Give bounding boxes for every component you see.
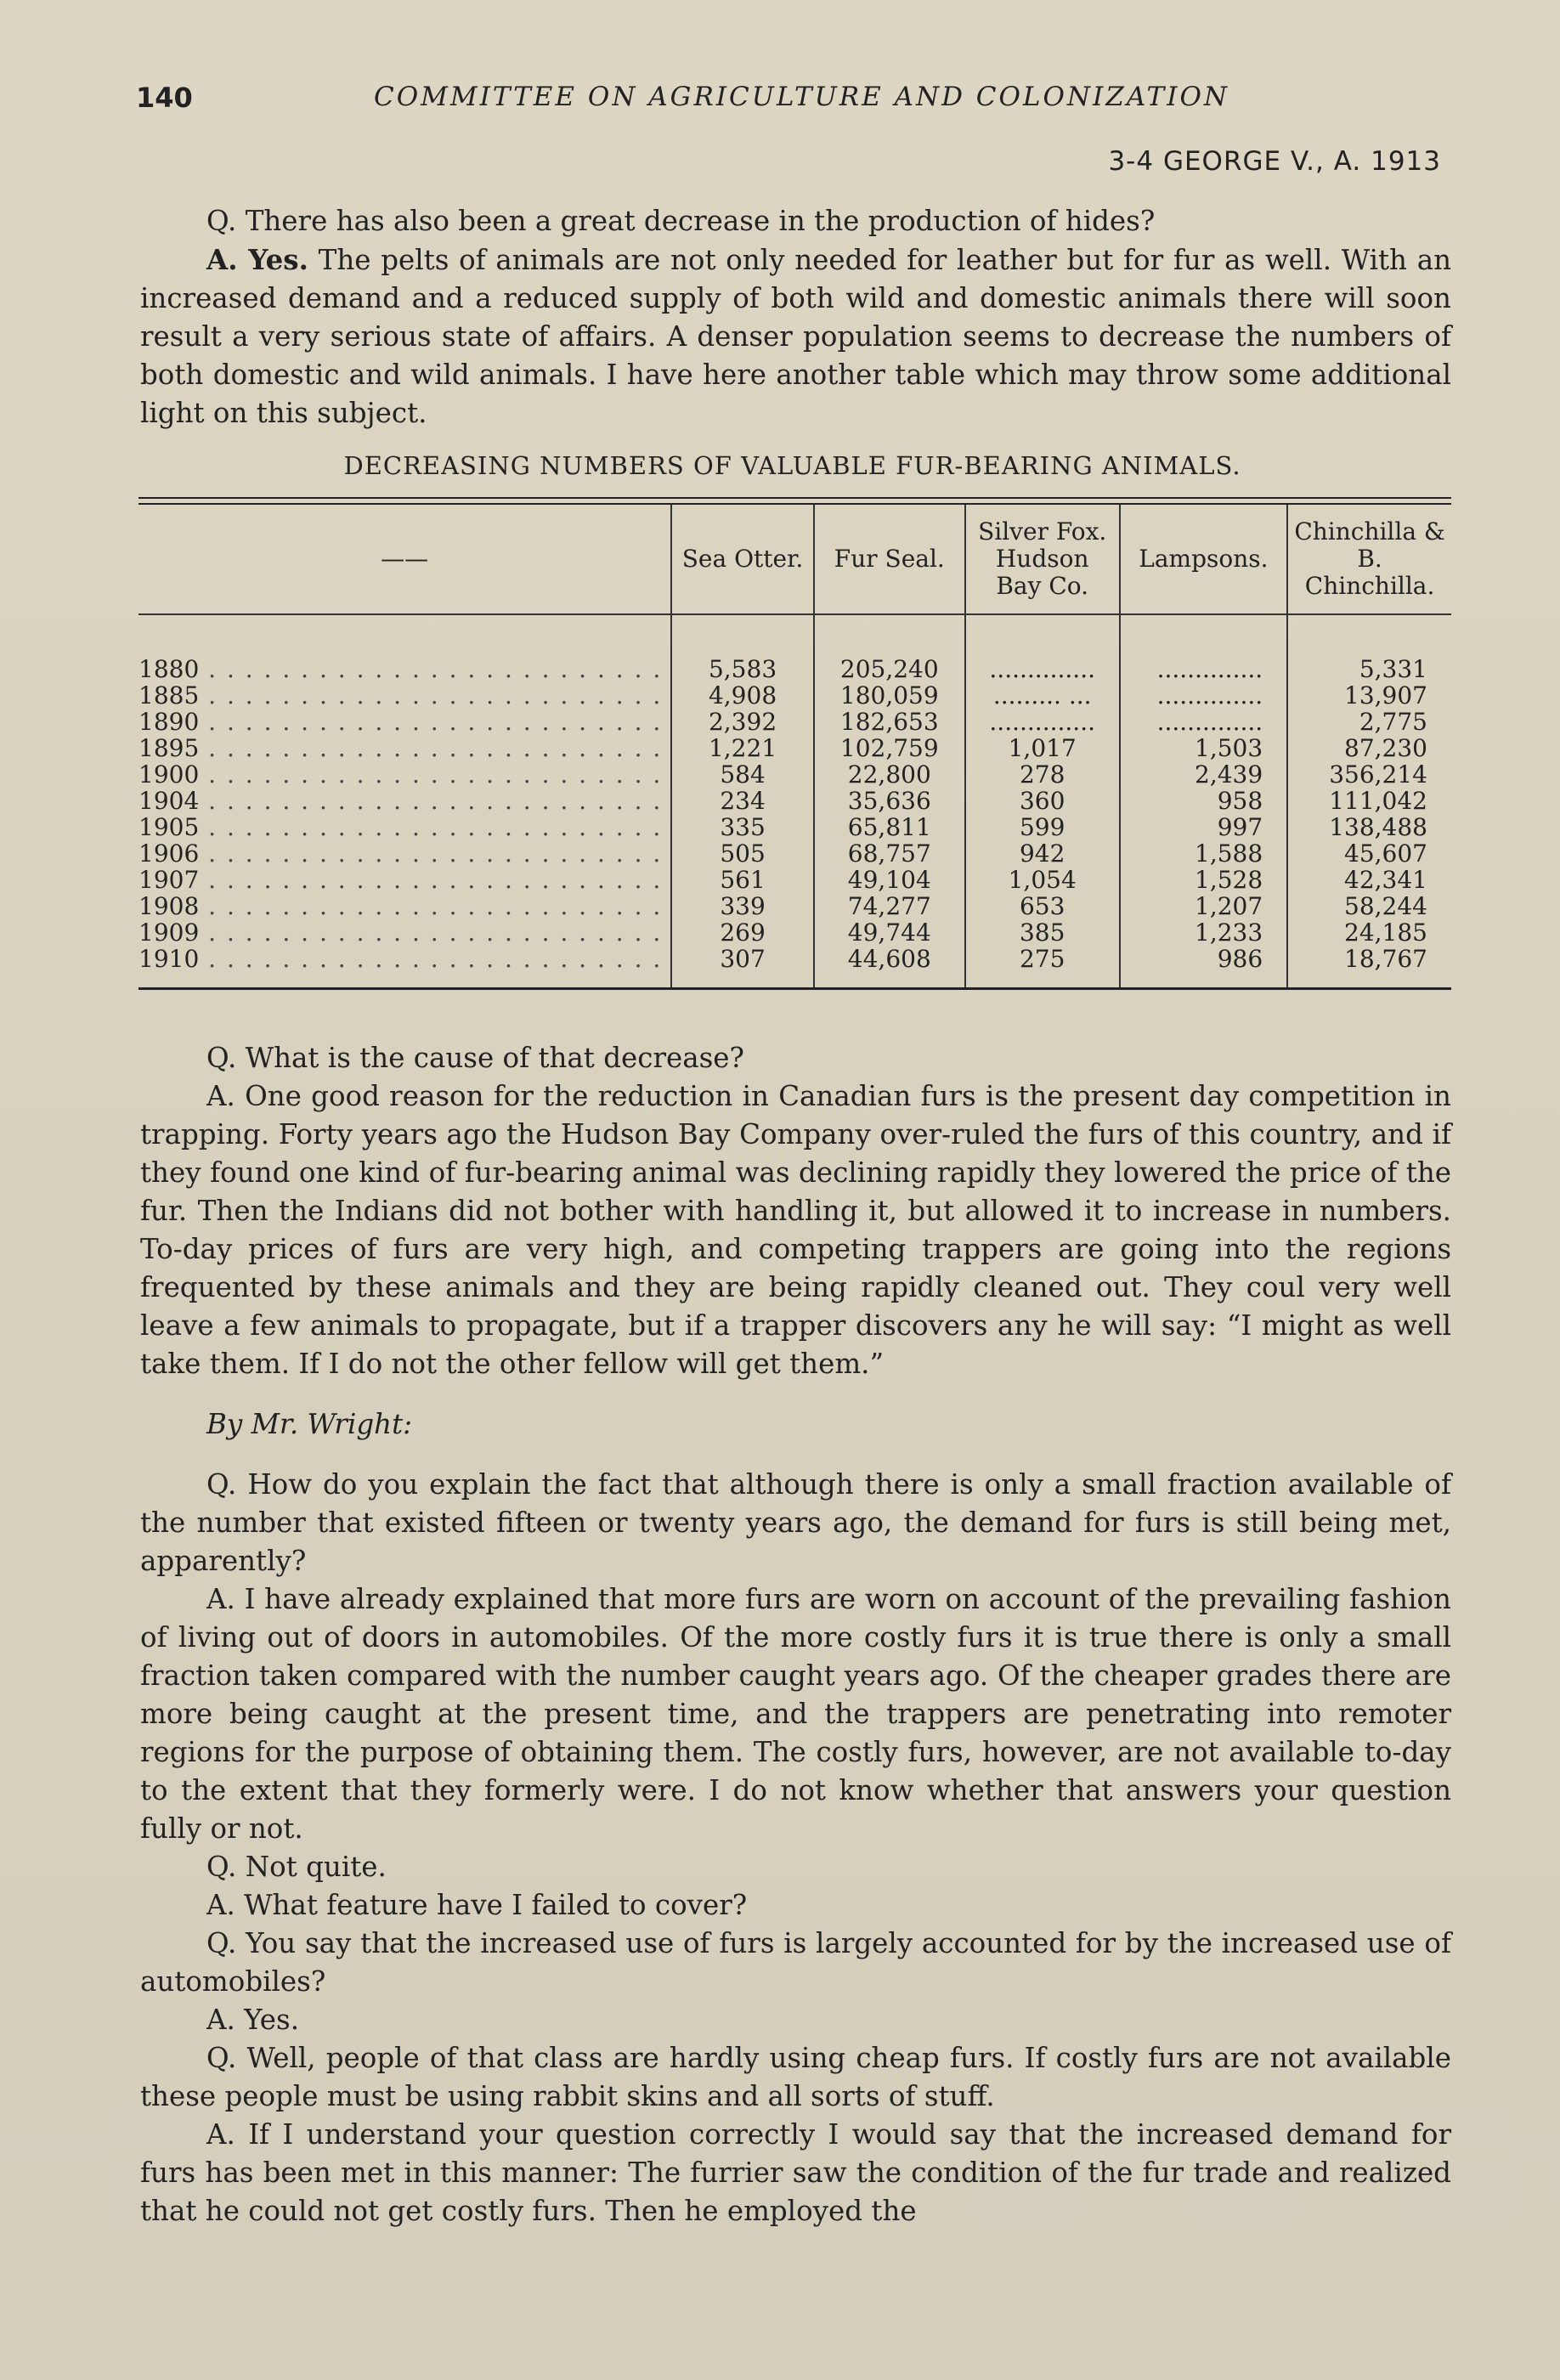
fur-seal-cell: 49,744 (814, 919, 965, 946)
speaker-label: A. (206, 2004, 235, 2036)
year-cell (138, 946, 671, 987)
leader-dots: . . . . . . . . . . . . . . . . . . . . . . . . . (199, 761, 663, 788)
table-row (138, 788, 1451, 814)
silver-fox-cell: 360 (965, 788, 1120, 814)
silver-fox-cell: 942 (965, 840, 1120, 867)
silver-fox-cell: .............. (965, 656, 1120, 682)
fur-seal-cell: 74,277 (814, 893, 965, 919)
question-text: You say that the increased use of furs is largely accounted for by the increased use of automobiles? (140, 1927, 1451, 1998)
year-label: 1906 (138, 840, 200, 867)
col-header-sea-otter: Sea Otter. (671, 505, 814, 614)
page-header (136, 82, 1449, 124)
year-cell (138, 709, 671, 735)
col-header-fur-seal: Fur Seal. (814, 505, 965, 614)
question-paragraph (140, 1466, 1451, 1580)
chinchilla-cell: 138,488 (1287, 814, 1451, 840)
question-paragraph (140, 1848, 1451, 1886)
chinchilla-cell: 58,244 (1287, 893, 1451, 919)
fur-seal-cell: 44,608 (814, 946, 965, 987)
lampsons-cell: 1,503 (1120, 735, 1288, 761)
year-cell (138, 919, 671, 946)
speaker-label: A. (206, 1080, 235, 1112)
fur-seal-cell: 49,104 (814, 867, 965, 893)
answer-text: One good reason for the reduction in Canadian furs is the present day competition in trapping. Forty years ago the Hudson Bay Company over-ruled the furs of this country, and if they found one kind of fur-bearing animal was declining rapidly they lowered the price of the fur. Then the Indians did not bother with handling it, but allowed it to increase in numbers. To-day prices of furs are very high, and competing trappers are going into the regions frequented by these animals and they are being rapidly cleaned out. They coul very well leave a few animals to propagate, but if a trapper discovers any he will say: “I might as well take them. If I do not the other fellow will get them.” (140, 1080, 1451, 1380)
answer-paragraph (140, 1580, 1451, 1848)
silver-fox-cell: ......... ... (965, 682, 1120, 709)
fur-seal-cell: 182,653 (814, 709, 965, 735)
fur-seal-cell: 65,811 (814, 814, 965, 840)
question-text: How do you explain the fact that although there is only a small fraction available of the number that existed fifteen or twenty years ago, the demand for furs is still being met, apparently? (140, 1468, 1451, 1577)
chinchilla-cell: 24,185 (1287, 919, 1451, 946)
sea-otter-cell: 505 (671, 840, 814, 867)
col-header-silver-fox: Silver Fox. Hudson Bay Co. (965, 505, 1120, 614)
lampsons-cell: 1,528 (1120, 867, 1288, 893)
body-text (140, 1039, 1451, 2230)
answer-text: If I understand your question correctly I would say that the increased demand for furs has been met in this manner: The furrier saw the condition of the fur trade and realized that he could not get costly furs. Then he employed the (140, 2118, 1451, 2227)
speaker-label: Q. (206, 1927, 237, 1959)
silver-fox-cell: 653 (965, 893, 1120, 919)
table-row (138, 840, 1451, 867)
question-text: Well, people of that class are hardly using cheap furs. If costly furs are not available these people must be using rabbit skins and all sorts of stuff. (140, 2042, 1451, 2112)
speaker-label: A. (206, 1583, 235, 1615)
sea-otter-cell: 4,908 (671, 682, 814, 709)
leader-dots: . . . . . . . . . . . . . . . . . . . . . . . . . (199, 814, 663, 840)
fur-seal-cell: 102,759 (814, 735, 965, 761)
table-row (138, 709, 1451, 735)
leader-dots: . . . . . . . . . . . . . . . . . . . . . . . . . (199, 867, 663, 893)
table-row (138, 867, 1451, 893)
table-row (138, 814, 1451, 840)
chinchilla-cell: 45,607 (1287, 840, 1451, 867)
speaker-label: Q. (206, 1468, 237, 1501)
chinchilla-cell: 87,230 (1287, 735, 1451, 761)
answer-text: I have already explained that more furs are worn on account of the prevailing fashion of living out of doors in automobiles. Of the more costly furs it is true there is only a small fraction taken compared with the number caught years ago. Of the cheaper grades there are more being caught at the present time, and the trappers are penetrating into remoter regions for the purpose of obtaining them. The costly furs, however, are not available to-day to the extent that they formerly were. I do not know whether that answers your question fully or not. (140, 1583, 1451, 1845)
year-cell (138, 814, 671, 840)
table-bottom-rule (138, 987, 1451, 990)
leader-dots: . . . . . . . . . . . . . . . . . . . . . . . . . (199, 946, 663, 973)
fur-data-table (138, 505, 1451, 987)
question-paragraph (140, 1039, 1451, 1077)
leader-dots: . . . . . . . . . . . . . . . . . . . . . . . . . (199, 656, 663, 682)
question-text: What is the cause of that decrease? (245, 1042, 744, 1074)
speaker-label: Q. (206, 2042, 237, 2074)
lampsons-cell: .............. (1120, 656, 1288, 682)
col-header-lampsons: Lampsons. (1120, 505, 1288, 614)
chinchilla-cell: 13,907 (1287, 682, 1451, 709)
sea-otter-cell: 269 (671, 919, 814, 946)
sea-otter-cell: 561 (671, 867, 814, 893)
year-cell (138, 735, 671, 761)
chinchilla-cell: 356,214 (1287, 761, 1451, 788)
by-line: By Mr. Wright: (206, 1408, 413, 1440)
chinchilla-cell: 42,341 (1287, 867, 1451, 893)
fur-seal-cell: 22,800 (814, 761, 965, 788)
lampsons-cell: 986 (1120, 946, 1288, 987)
year-cell (138, 761, 671, 788)
question-text: Not quite. (245, 1851, 387, 1883)
running-head: COMMITTEE ON AGRICULTURE AND COLONIZATION (374, 82, 1229, 112)
year-label: 1910 (138, 946, 200, 973)
year-label: 1909 (138, 919, 200, 946)
col-header-chinchilla: Chinchilla & B. Chinchilla. (1287, 505, 1451, 614)
year-label: 1907 (138, 867, 200, 893)
silver-fox-cell: 1,017 (965, 735, 1120, 761)
sea-otter-cell: 335 (671, 814, 814, 840)
table-top-rule (138, 497, 1451, 505)
lampsons-cell: 1,207 (1120, 893, 1288, 919)
sea-otter-cell: 2,392 (671, 709, 814, 735)
fur-seal-cell: 180,059 (814, 682, 965, 709)
year-label: 1908 (138, 893, 200, 919)
leader-dots: . . . . . . . . . . . . . . . . . . . . . . . . . (199, 919, 663, 946)
year-label: 1900 (138, 761, 200, 788)
silver-fox-cell: 599 (965, 814, 1120, 840)
chinchilla-cell: 18,767 (1287, 946, 1451, 987)
answer-paragraph (140, 1077, 1451, 1383)
session-label: 3-4 GEORGE V., A. 1913 (1108, 146, 1441, 177)
year-label: 1880 (138, 656, 200, 682)
speaker-label: A. (206, 1889, 235, 1921)
silver-fox-cell: 385 (965, 919, 1120, 946)
question-text: There has also been a great decrease in the production of hides? (245, 205, 1156, 237)
year-label: 1890 (138, 709, 200, 735)
year-cell (138, 788, 671, 814)
table-spacer-row (138, 614, 1451, 656)
year-cell (138, 840, 671, 867)
table-row (138, 761, 1451, 788)
leader-dots: . . . . . . . . . . . . . . . . . . . . . . . . . (199, 735, 663, 761)
lampsons-cell: 1,233 (1120, 919, 1288, 946)
silver-fox-cell: 275 (965, 946, 1120, 987)
leader-dots: . . . . . . . . . . . . . . . . . . . . . . . . . (199, 788, 663, 814)
lampsons-cell: 997 (1120, 814, 1288, 840)
silver-fox-cell: 1,054 (965, 867, 1120, 893)
table-title: DECREASING NUMBERS OF VALUABLE FUR-BEARING ANIMALS. (343, 451, 1241, 480)
question-paragraph (140, 1925, 1451, 2001)
speaker-label: Q. (206, 1851, 237, 1883)
answer-text: The pelts of animals are not only needed for leather but for fur as well. With an increased demand and a reduced supply of both wild and domestic animals there will soon result a very serious state of affairs. A denser population seems to decrease the numbers of both domestic and wild animals. I have here another table which may throw some additional light on this subject. (140, 244, 1452, 429)
table-row (138, 919, 1451, 946)
sea-otter-cell: 584 (671, 761, 814, 788)
lampsons-cell: .............. (1120, 709, 1288, 735)
sea-otter-cell: 1,221 (671, 735, 814, 761)
year-label: 1885 (138, 682, 200, 709)
sea-otter-cell: 339 (671, 893, 814, 919)
fur-seal-cell: 68,757 (814, 840, 965, 867)
intro-question (140, 202, 1451, 240)
sea-otter-cell: 307 (671, 946, 814, 987)
col-header-year: —— (138, 505, 671, 614)
speaker-label: Q. (206, 205, 237, 237)
leader-dots: . . . . . . . . . . . . . . . . . . . . . . . . . (199, 840, 663, 867)
sea-otter-cell: 234 (671, 788, 814, 814)
year-label: 1904 (138, 788, 200, 814)
fur-seal-cell: 35,636 (814, 788, 965, 814)
speaker-label: A. Yes. (206, 243, 308, 276)
chinchilla-cell: 5,331 (1287, 656, 1451, 682)
answer-paragraph (140, 2001, 1451, 2039)
answer-text: Yes. (244, 2004, 300, 2036)
year-cell (138, 893, 671, 919)
fur-seal-cell: 205,240 (814, 656, 965, 682)
lampsons-cell: .............. (1120, 682, 1288, 709)
sea-otter-cell: 5,583 (671, 656, 814, 682)
chinchilla-cell: 2,775 (1287, 709, 1451, 735)
leader-dots: . . . . . . . . . . . . . . . . . . . . . . . . . (199, 893, 663, 919)
table-row (138, 735, 1451, 761)
table-row (138, 656, 1451, 682)
table-row (138, 946, 1451, 987)
table-row (138, 893, 1451, 919)
table-body (138, 614, 1451, 987)
table-header-row (138, 505, 1451, 614)
year-label: 1895 (138, 735, 200, 761)
speaker-label: A. (206, 2118, 235, 2151)
lampsons-cell: 2,439 (1120, 761, 1288, 788)
chinchilla-cell: 111,042 (1287, 788, 1451, 814)
silver-fox-cell: .............. (965, 709, 1120, 735)
fur-table (138, 497, 1451, 990)
year-cell (138, 867, 671, 893)
leader-dots: . . . . . . . . . . . . . . . . . . . . . . . . . (199, 682, 663, 709)
year-cell (138, 682, 671, 709)
answer-text: What feature have I failed to cover? (244, 1889, 748, 1921)
year-cell (138, 656, 671, 682)
leader-dots: . . . . . . . . . . . . . . . . . . . . . . . . . (199, 709, 663, 735)
lampsons-cell: 1,588 (1120, 840, 1288, 867)
intro-answer (140, 240, 1451, 432)
table-row (138, 682, 1451, 709)
lampsons-cell: 958 (1120, 788, 1288, 814)
answer-paragraph (140, 1886, 1451, 1925)
intro-text (140, 202, 1451, 432)
question-paragraph (140, 2039, 1451, 2116)
speaker-label: Q. (206, 1042, 237, 1074)
answer-paragraph (140, 2116, 1451, 2230)
year-label: 1905 (138, 814, 200, 840)
silver-fox-cell: 278 (965, 761, 1120, 788)
page-number: 140 (136, 82, 193, 114)
